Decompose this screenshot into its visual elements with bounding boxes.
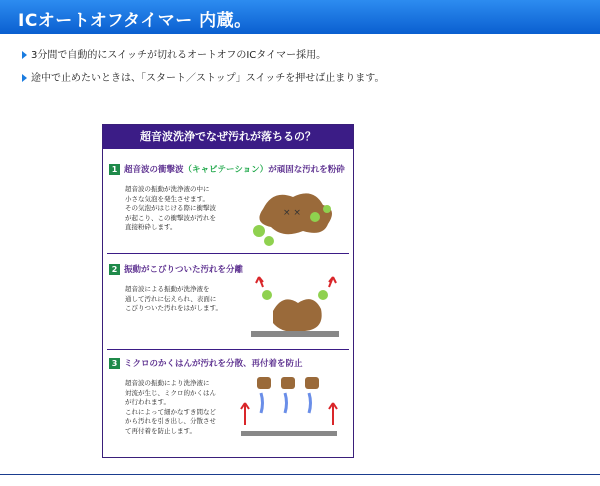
cleaning-explanation-panel [102, 124, 354, 458]
footer-divider [0, 474, 600, 475]
vibration-illustration [243, 273, 348, 343]
page-header [0, 0, 600, 34]
svg-text:× ×: × × [283, 208, 301, 218]
section-2-heading: 2 振動がこびりついた汚れを分離 [109, 263, 243, 275]
section-number: 2 [109, 264, 120, 275]
section-number: 3 [109, 358, 120, 369]
cavitation-illustration [243, 179, 348, 249]
section-divider [107, 349, 349, 350]
agitation-illustration [235, 373, 347, 447]
panel-title: 超音波洗浄でなぜ汚れが落ちるの？ [103, 125, 353, 149]
section-3-text: 超音波の振動により洗浄液に 対流が生じ、ミクロ的かくはん が行われます。 これによって細かなすき間など から汚れを引き出し、分散させ て再付着を防止します。 [125, 379, 216, 435]
section-number: 1 [109, 164, 120, 175]
section-divider [107, 253, 349, 254]
bullet-item: 3分間で自動的にスイッチが切れるオートオフのICタイマー採用。 [22, 46, 326, 61]
section-1-heading: 1 超音波の衝撃波（キャビテーション）が頑固な汚れを粉砕 [109, 163, 345, 175]
bullet-arrow-icon [22, 51, 27, 59]
section-1-text: 超音波の振動が洗浄液の中に 小さな気泡を発生させます。 その気泡がはじける際に衝撃波 が起こり、この衝撃波が汚れを 直接粉砕します。 [125, 185, 216, 231]
bullet-arrow-icon [22, 74, 27, 82]
section-2-text: 超音波による振動が洗浄液を 通して汚れに伝えられ、表面に こびりついた汚れをはがします。 [125, 285, 222, 312]
section-3-heading: 3 ミクロのかくはんが汚れを分散、再付着を防止 [109, 357, 303, 369]
page-title: ICオートオフタイマー 内蔵。 [18, 11, 252, 31]
bullet-item: 途中で止めたいときは、「スタート／ストップ」スイッチを押せば止まります。 [22, 69, 385, 84]
